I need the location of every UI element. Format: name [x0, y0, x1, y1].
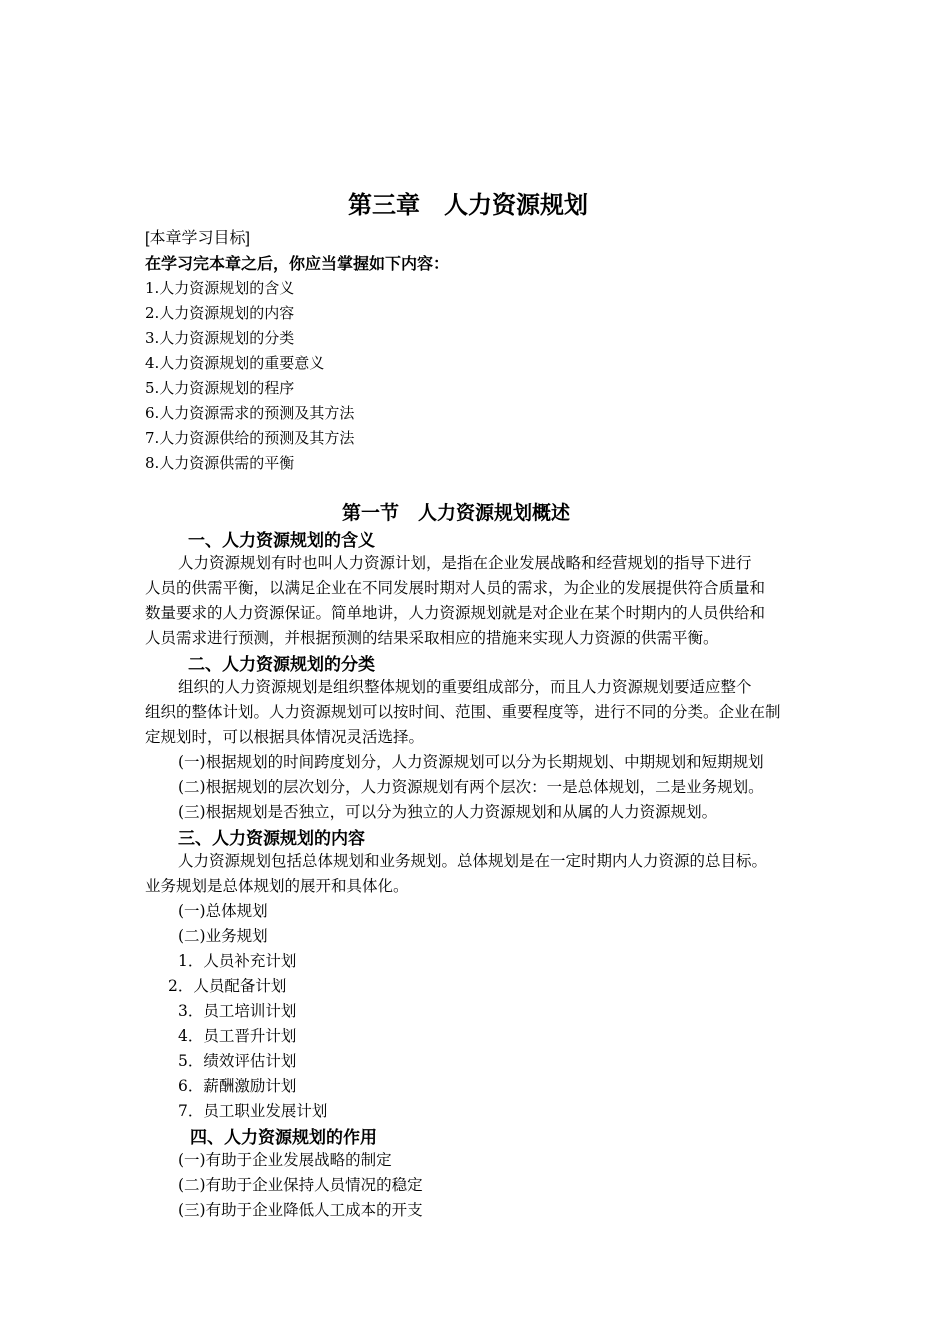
- objective-item: 3.人力资源规划的分类: [145, 329, 295, 347]
- list-item: (一)总体规划: [178, 902, 268, 920]
- objectives-intro: 在学习完本章之后，你应当掌握如下内容：: [145, 256, 450, 273]
- subsection-heading: 四、人力资源规划的作用: [190, 1128, 377, 1147]
- objective-item: 8.人力资源供需的平衡: [145, 454, 295, 472]
- paragraph-line: 组织的人力资源规划是组织整体规划的重要组成部分，而且人力资源规划要适应整个: [178, 678, 752, 696]
- objective-item: 1.人力资源规划的含义: [145, 279, 295, 297]
- section-title: 第一节 人力资源规划概述: [342, 503, 571, 524]
- list-item: (二)业务规划: [178, 927, 268, 945]
- paragraph-line: 人员需求进行预测，并根据预测的结果采取相应的措施来实现人力资源的供需平衡。: [145, 629, 719, 647]
- plan-item: 7．员工职业发展计划: [178, 1102, 328, 1120]
- paragraph-line: 人力资源规划有时也叫人力资源计划，是指在企业发展战略和经营规划的指导下进行: [178, 554, 752, 572]
- chapter-title: 第三章 人力资源规划: [348, 192, 588, 219]
- paragraph-line: 数量要求的人力资源保证。简单地讲，人力资源规划就是对企业在某个时期内的人员供给和: [145, 604, 766, 622]
- subsection-heading: 一、人力资源规划的含义: [188, 531, 375, 550]
- objective-item: 4.人力资源规划的重要意义: [145, 354, 325, 372]
- list-item: (二)根据规划的层次划分，人力资源规划有两个层次：一是总体规划，二是业务规划。: [178, 778, 764, 796]
- paragraph-line: 定规划时，可以根据具体情况灵活选择。: [145, 728, 425, 746]
- list-item: (一)根据规划的时间跨度划分，人力资源规划可以分为长期规划、中期规划和短期规划: [178, 753, 764, 771]
- list-item: (二)有助于企业保持人员情况的稳定: [178, 1176, 423, 1194]
- plan-item: 1．人员补充计划: [178, 952, 297, 970]
- list-item: (三)根据规划是否独立，可以分为独立的人力资源规划和从属的人力资源规划。: [178, 803, 718, 821]
- plan-item: 4．员工晋升计划: [178, 1027, 297, 1045]
- subsection-heading: 三、人力资源规划的内容: [178, 829, 365, 848]
- paragraph-line: 业务规划是总体规划的展开和具体化。: [145, 877, 409, 895]
- paragraph-line: 组织的整体计划。人力资源规划可以按时间、范围、重要程度等，进行不同的分类。企业在制: [145, 703, 781, 721]
- objective-item: 5.人力资源规划的程序: [145, 379, 295, 397]
- paragraph-line: 人员的供需平衡，以满足企业在不同发展时期对人员的需求，为企业的发展提供符合质量和: [145, 579, 766, 597]
- plan-item: 2．人员配备计划: [168, 977, 287, 995]
- objective-item: 6.人力资源需求的预测及其方法: [145, 404, 355, 422]
- objective-item: 7.人力资源供给的预测及其方法: [145, 429, 355, 447]
- plan-item: 5．绩效评估计划: [178, 1052, 297, 1070]
- objectives-heading: [本章学习目标]: [145, 230, 250, 247]
- objective-item: 2.人力资源规划的内容: [145, 304, 295, 322]
- subsection-heading: 二、人力资源规划的分类: [188, 655, 375, 674]
- plan-item: 6．薪酬激励计划: [178, 1077, 297, 1095]
- paragraph-line: 人力资源规划包括总体规划和业务规划。总体规划是在一定时期内人力资源的总目标。: [178, 852, 768, 870]
- plan-item: 3．员工培训计划: [178, 1002, 297, 1020]
- list-item: (一)有助于企业发展战略的制定: [178, 1151, 392, 1169]
- list-item: (三)有助于企业降低人工成本的开支: [178, 1201, 423, 1219]
